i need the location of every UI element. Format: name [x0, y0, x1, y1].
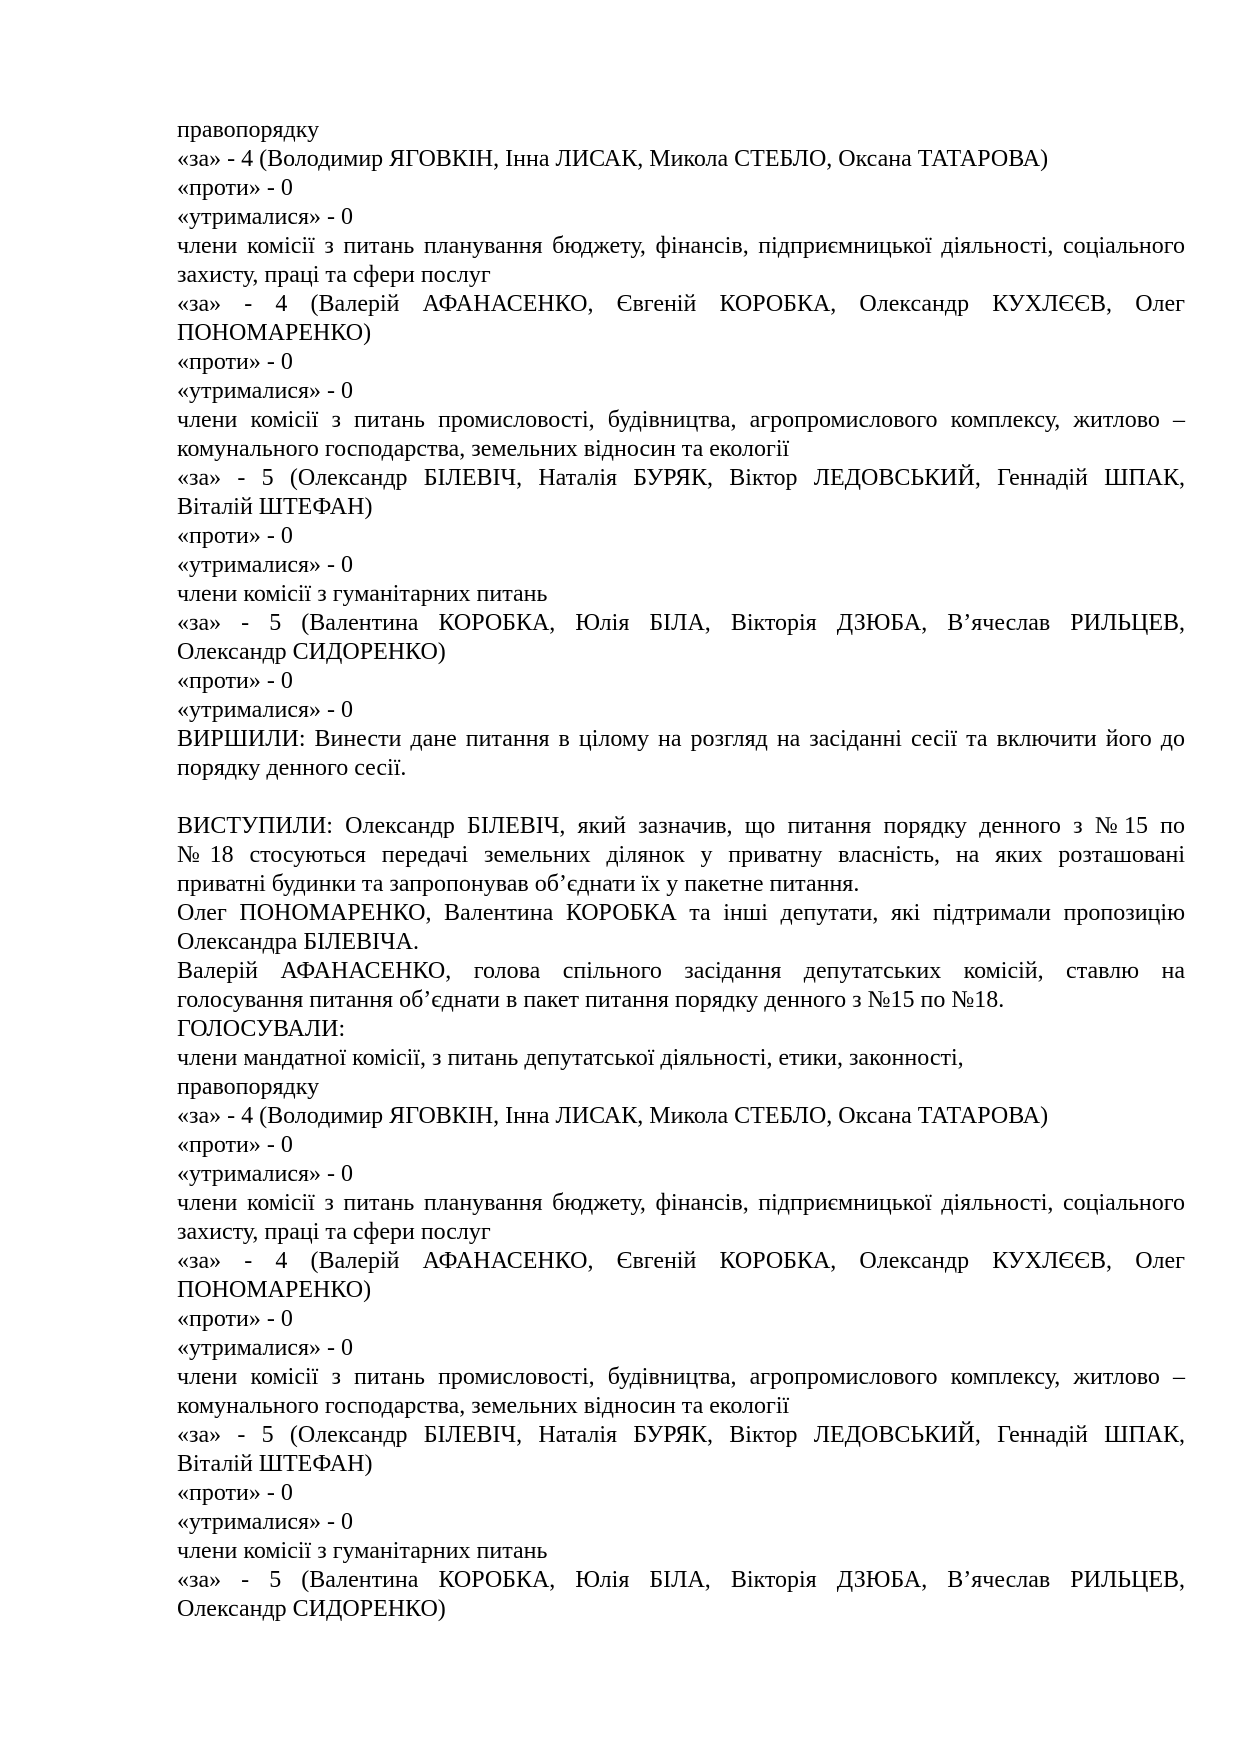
text-line: голосування питання об’єднати в пакет питання порядку денного з №15 по №18. — [177, 987, 1005, 1013]
text-line: Віталій ШТЕФАН) — [177, 494, 373, 520]
text-line: «утрималися» - 0 — [177, 1335, 354, 1361]
text-line: «утрималися» - 0 — [177, 697, 354, 723]
text-line: ГОЛОСУВАЛИ: — [177, 1016, 346, 1042]
text-line: «за» - 4 (Валерій АФАНАСЕНКО, Євгеній КОРОБКА, Олександр КУХЛЄЄВ, Олег — [177, 1248, 1185, 1274]
text-line: правопорядку — [177, 1074, 320, 1100]
text-line: «проти» - 0 — [177, 1480, 293, 1506]
text-line: ПОНОМАРЕНКО) — [177, 1277, 372, 1303]
paragraph-gap — [177, 783, 1185, 812]
text-line: «утрималися» - 0 — [177, 1161, 354, 1187]
voting-results-block-1 — [177, 116, 1185, 783]
text-line: приватні будинки та запропонував об’єднати їх у пакетне питання. — [177, 871, 860, 897]
text-line: комунального господарства, земельних відносин та екології — [177, 1393, 790, 1419]
text-line: «проти» - 0 — [177, 349, 293, 375]
text-line: «утрималися» - 0 — [177, 1509, 354, 1535]
text-line: члени комісії з гуманітарних питань — [177, 581, 548, 607]
text-line: «проти» - 0 — [177, 175, 293, 201]
text-line: «проти» - 0 — [177, 668, 293, 694]
text-line: Віталій ШТЕФАН) — [177, 1451, 373, 1477]
text-line: «проти» - 0 — [177, 523, 293, 549]
text-line: ВИСТУПИЛИ: Олександр БІЛЕВІЧ, який зазначив, що питання порядку денного з №15 по — [177, 813, 1185, 839]
text-line: №18 стосуються передачі земельних ділянок у приватну власність, на яких розташовані — [177, 842, 1185, 868]
text-line: «за» - 5 (Олександр БІЛЕВІЧ, Наталія БУРЯК, Віктор ЛЕДОВСЬКИЙ, Геннадій ШПАК, — [177, 1422, 1185, 1448]
text-line: «за» - 4 (Володимир ЯГОВКІН, Інна ЛИСАК, Микола СТЕБЛО, Оксана ТАТАРОВА) — [177, 146, 1049, 172]
text-line: Олександра БІЛЕВІЧА. — [177, 929, 419, 955]
text-line: «за» - 4 (Валерій АФАНАСЕНКО, Євгеній КОРОБКА, Олександр КУХЛЄЄВ, Олег — [177, 291, 1185, 317]
text-line: «утрималися» - 0 — [177, 552, 354, 578]
text-line: члени комісії з питань промисловості, будівництва, агропромислового комплексу, житлово – — [177, 1364, 1185, 1390]
text-line: Олег ПОНОМАРЕНКО, Валентина КОРОБКА та інші депутати, які підтримали пропозицію — [177, 900, 1185, 926]
text-line: ВИРШИЛИ: Винести дане питання в цілому на розгляд на засіданні сесії та включити його до — [177, 726, 1185, 752]
text-line: «за» - 4 (Володимир ЯГОВКІН, Інна ЛИСАК, Микола СТЕБЛО, Оксана ТАТАРОВА) — [177, 1103, 1049, 1129]
text-line: члени комісії з гуманітарних питань — [177, 1538, 548, 1564]
text-line: правопорядку — [177, 117, 320, 143]
text-line: ПОНОМАРЕНКО) — [177, 320, 372, 346]
text-line: члени комісії з питань промисловості, будівництва, агропромислового комплексу, житлово – — [177, 407, 1185, 433]
text-line: члени мандатної комісії, з питань депутатської діяльності, етики, законності, — [177, 1045, 964, 1071]
text-line: «проти» - 0 — [177, 1132, 293, 1158]
text-line: Олександр СИДОРЕНКО) — [177, 639, 446, 665]
text-line: «проти» - 0 — [177, 1306, 293, 1332]
text-line: члени комісії з питань планування бюджету, фінансів, підприємницької діяльності, соціального — [177, 233, 1185, 259]
document-page — [177, 116, 1185, 1624]
voting-results-block-2 — [177, 812, 1185, 1624]
text-line: «за» - 5 (Олександр БІЛЕВІЧ, Наталія БУРЯК, Віктор ЛЕДОВСЬКИЙ, Геннадій ШПАК, — [177, 465, 1185, 491]
text-line: «за» - 5 (Валентина КОРОБКА, Юлія БІЛА, Вікторія ДЗЮБА, В’ячеслав РИЛЬЦЕВ, — [177, 1567, 1185, 1593]
text-line: члени комісії з питань планування бюджету, фінансів, підприємницької діяльності, соціального — [177, 1190, 1185, 1216]
text-line: захисту, праці та сфери послуг — [177, 262, 491, 288]
text-line: Валерій АФАНАСЕНКО, голова спільного засідання депутатських комісій, ставлю на — [177, 958, 1185, 984]
text-line: комунального господарства, земельних відносин та екології — [177, 436, 790, 462]
text-line: захисту, праці та сфери послуг — [177, 1219, 491, 1245]
text-line: «утрималися» - 0 — [177, 204, 354, 230]
text-line: порядку денного сесії. — [177, 755, 407, 781]
text-line: «за» - 5 (Валентина КОРОБКА, Юлія БІЛА, Вікторія ДЗЮБА, В’ячеслав РИЛЬЦЕВ, — [177, 610, 1185, 636]
text-line: «утрималися» - 0 — [177, 378, 354, 404]
text-line: Олександр СИДОРЕНКО) — [177, 1596, 446, 1622]
